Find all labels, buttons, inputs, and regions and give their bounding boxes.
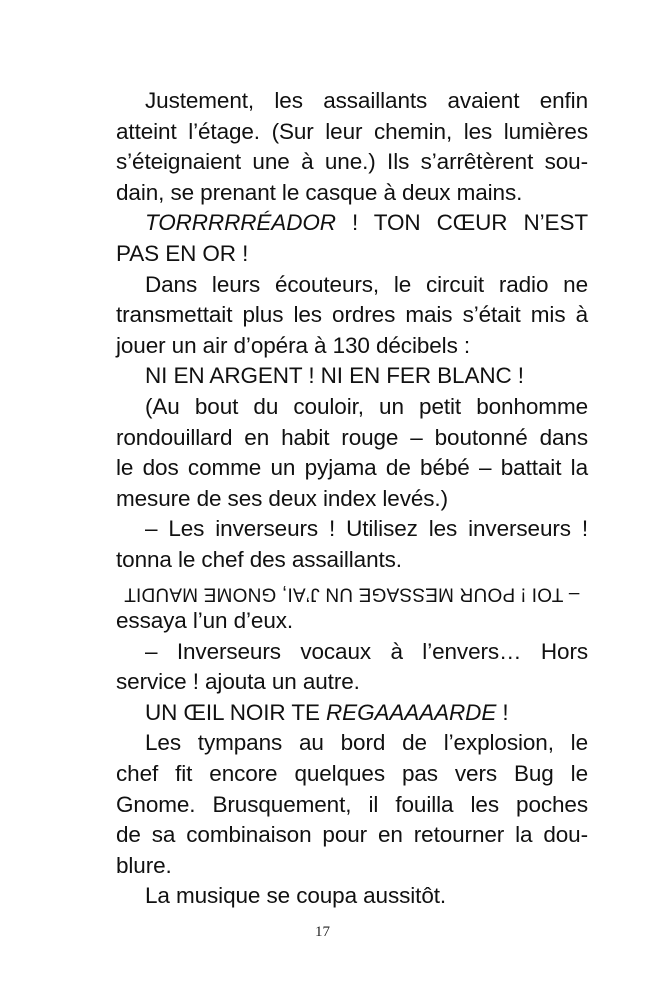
text-line: (Au bout du couloir, un petit bonhomme — [145, 393, 588, 419]
page-number: 17 — [315, 924, 330, 940]
text-line: PAS EN OR ! — [116, 240, 249, 266]
text-line: essaya l’un d’eux. — [116, 608, 294, 634]
text-line: NI EN ARGENT ! NI EN FER BLANC ! — [145, 363, 524, 389]
text-line: Dans leurs écouteurs, le circuit radio ne — [145, 271, 588, 297]
italic-text: TORRRRRÉADOR — [145, 210, 336, 236]
upside-down-line — [116, 576, 588, 607]
text-line: transmettait plus les ordres mais s’était mis à — [116, 302, 588, 328]
text-line: dain, se prenant le casque à deux mains. — [116, 179, 523, 205]
text-line: le dos comme un pyjama de bébé – battait la — [116, 455, 588, 481]
text-line: Gnome. Brusquement, il fouilla les poches — [116, 791, 588, 817]
text-line: s’éteignaient une à une.) Ils s’arrêtèrent sou- — [116, 149, 588, 175]
text-line: blure. — [116, 852, 172, 878]
text-line: de sa combinaison pour en retourner la dou- — [116, 822, 588, 848]
text-line: La musique se coupa aussitôt. — [145, 883, 447, 909]
text-line: – Inverseurs vocaux à l’envers… Hors — [145, 638, 588, 664]
body-text — [116, 86, 588, 912]
text-line: mesure de ses deux index levés.) — [116, 485, 448, 511]
text-line: rondouillard en habit rouge – boutonné dans — [116, 424, 588, 450]
italic-text: REGAAAAARDE — [326, 699, 497, 725]
text-segment: ! TON CŒUR N’EST — [335, 210, 588, 236]
text-line: tonna le chef des assaillants. — [116, 546, 402, 572]
text-line: – Les inverseurs ! Utilisez les inverseurs ! — [145, 516, 588, 542]
text-line: chef fit encore quelques pas vers Bug le — [116, 761, 588, 787]
text-line: service ! ajouta un autre. — [116, 669, 360, 695]
text-segment: ! — [496, 699, 509, 725]
text-segment: UN ŒIL NOIR TE — [145, 699, 327, 725]
text-line: Justement, les assaillants avaient enfin — [145, 88, 588, 113]
text-line — [116, 698, 588, 729]
upside-down-text: – TOI ! POUR MESSAGE UN J’AI, GNOME MAUDIT — [124, 583, 580, 605]
text-line: Les tympans au bord de l’explosion, le — [145, 730, 588, 756]
text-line — [116, 208, 588, 239]
text-line: jouer un air d’opéra à 130 décibels : — [116, 332, 471, 358]
text-line: atteint l’étage. (Sur leur chemin, les lumières — [116, 118, 588, 144]
